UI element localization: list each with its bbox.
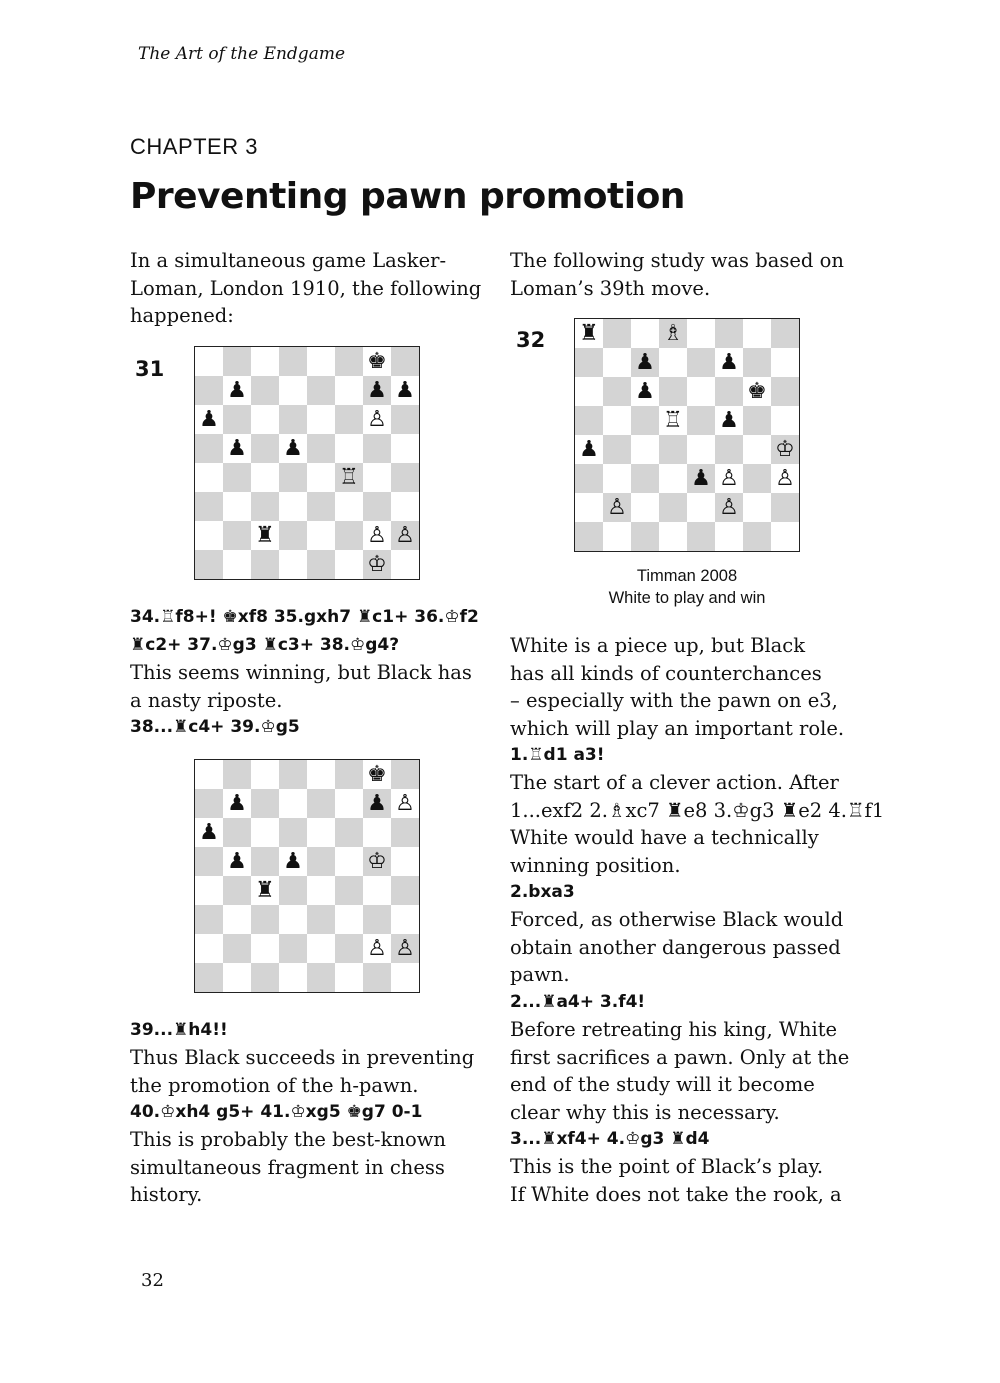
square-c7 xyxy=(251,376,279,405)
move-1-rd1: 1.♖d1 a3! xyxy=(510,745,605,765)
square-b5 xyxy=(223,434,251,463)
right-text-4: Before retreating his king, White first sacrifices a pawn. Only at the end of the study will it become clear why this is necessary. xyxy=(510,1018,850,1124)
square-h2 xyxy=(771,493,799,522)
white-pawn-icon: ♙ xyxy=(395,935,415,961)
square-a8 xyxy=(575,319,603,348)
square-g3 xyxy=(363,492,391,521)
square-c8 xyxy=(251,347,279,376)
square-e3 xyxy=(307,905,335,934)
square-d4 xyxy=(279,876,307,905)
square-g4 xyxy=(363,876,391,905)
square-e4 xyxy=(307,463,335,492)
square-g2 xyxy=(363,521,391,550)
square-b6 xyxy=(603,377,631,406)
square-e8 xyxy=(307,347,335,376)
square-d3 xyxy=(279,905,307,934)
square-a8 xyxy=(195,760,223,789)
white-king-icon: ♔ xyxy=(367,848,387,874)
square-d3 xyxy=(659,464,687,493)
square-e8 xyxy=(687,319,715,348)
square-a1 xyxy=(195,963,223,992)
running-head: The Art of the Endgame xyxy=(138,44,346,64)
square-g6 xyxy=(743,377,771,406)
right-text-5: This is the point of Black’s play. If White does not take the rook, a xyxy=(510,1155,842,1206)
square-c2 xyxy=(251,521,279,550)
square-h5 xyxy=(391,434,419,463)
square-c6 xyxy=(631,377,659,406)
square-h6 xyxy=(771,377,799,406)
square-c2 xyxy=(631,493,659,522)
square-g5 xyxy=(363,434,391,463)
square-e2 xyxy=(687,493,715,522)
square-d6 xyxy=(279,405,307,434)
black-pawn-icon: ♟ xyxy=(227,848,247,874)
square-h3 xyxy=(771,464,799,493)
square-h7 xyxy=(771,348,799,377)
page-number: 32 xyxy=(141,1270,164,1291)
chessboard-32 xyxy=(574,318,800,552)
black-king-icon: ♚ xyxy=(367,348,387,374)
square-b4 xyxy=(603,435,631,464)
square-a7 xyxy=(195,376,223,405)
square-b4 xyxy=(223,876,251,905)
square-f3 xyxy=(335,905,363,934)
square-a2 xyxy=(575,493,603,522)
black-pawn-icon: ♟ xyxy=(579,436,599,462)
white-pawn-icon: ♙ xyxy=(719,465,739,491)
square-e4 xyxy=(307,876,335,905)
square-a7 xyxy=(575,348,603,377)
left-text-3: This is probably the best-known simultaneous fragment in chess history. xyxy=(130,1128,446,1206)
black-pawn-icon: ♟ xyxy=(283,848,303,874)
square-f1 xyxy=(335,550,363,579)
square-f8 xyxy=(715,319,743,348)
square-a8 xyxy=(195,347,223,376)
square-a5 xyxy=(195,434,223,463)
square-d6 xyxy=(279,818,307,847)
square-b8 xyxy=(223,760,251,789)
chapter-label: CHAPTER 3 xyxy=(130,134,258,159)
square-h6 xyxy=(391,818,419,847)
square-a2 xyxy=(195,934,223,963)
square-c6 xyxy=(251,405,279,434)
square-e8 xyxy=(307,760,335,789)
square-b5 xyxy=(223,847,251,876)
black-king-icon: ♚ xyxy=(747,378,767,404)
square-g2 xyxy=(363,934,391,963)
square-g1 xyxy=(363,550,391,579)
square-e3 xyxy=(687,464,715,493)
square-f6 xyxy=(335,405,363,434)
square-d1 xyxy=(279,963,307,992)
square-b6 xyxy=(223,818,251,847)
square-c6 xyxy=(251,818,279,847)
square-c3 xyxy=(631,464,659,493)
square-g1 xyxy=(363,963,391,992)
square-g1 xyxy=(743,522,771,551)
square-h7 xyxy=(391,789,419,818)
black-pawn-icon: ♟ xyxy=(367,790,387,816)
black-pawn-icon: ♟ xyxy=(227,790,247,816)
square-f4 xyxy=(335,463,363,492)
black-pawn-icon: ♟ xyxy=(635,378,655,404)
square-a1 xyxy=(575,522,603,551)
white-pawn-icon: ♙ xyxy=(367,406,387,432)
square-d7 xyxy=(279,376,307,405)
square-d8 xyxy=(279,347,307,376)
square-f3 xyxy=(715,464,743,493)
square-d4 xyxy=(659,435,687,464)
square-d6 xyxy=(659,377,687,406)
square-d4 xyxy=(279,463,307,492)
square-f7 xyxy=(335,789,363,818)
square-f3 xyxy=(335,492,363,521)
left-text-1: This seems winning, but Black has a nasty riposte. xyxy=(130,661,472,712)
black-pawn-icon: ♟ xyxy=(199,819,219,845)
square-e7 xyxy=(307,789,335,818)
square-g7 xyxy=(743,348,771,377)
square-a5 xyxy=(195,847,223,876)
square-g5 xyxy=(743,406,771,435)
moves-38-39: 38...♜c4+ 39.♔g5 xyxy=(130,717,300,737)
left-intro-text: In a simultaneous game Lasker- Loman, London 1910, the following happened: xyxy=(130,249,482,327)
square-h1 xyxy=(391,550,419,579)
square-b1 xyxy=(603,522,631,551)
square-e6 xyxy=(307,405,335,434)
white-rook-icon: ♖ xyxy=(663,407,683,433)
square-b5 xyxy=(603,406,631,435)
square-a5 xyxy=(575,406,603,435)
square-d1 xyxy=(659,522,687,551)
square-a2 xyxy=(195,521,223,550)
square-d8 xyxy=(659,319,687,348)
square-e7 xyxy=(687,348,715,377)
square-f5 xyxy=(715,406,743,435)
diagram-number-31: 31 xyxy=(135,357,165,381)
square-d2 xyxy=(659,493,687,522)
square-c1 xyxy=(251,550,279,579)
square-f5 xyxy=(335,434,363,463)
square-e5 xyxy=(307,434,335,463)
square-b2 xyxy=(223,521,251,550)
square-e4 xyxy=(687,435,715,464)
square-c1 xyxy=(631,522,659,551)
square-e1 xyxy=(687,522,715,551)
white-king-icon: ♔ xyxy=(367,551,387,577)
square-a3 xyxy=(575,464,603,493)
square-f4 xyxy=(715,435,743,464)
diagram-caption: Timman 2008 White to play and win xyxy=(608,567,766,607)
square-g8 xyxy=(363,347,391,376)
square-c4 xyxy=(631,435,659,464)
moves-40-41: 40.♔xh4 g5+ 41.♔xg5 ♚g7 0-1 xyxy=(130,1102,423,1122)
square-g5 xyxy=(363,847,391,876)
square-c3 xyxy=(251,905,279,934)
moves-2-3: 2...♜a4+ 3.f4! xyxy=(510,992,646,1012)
square-b8 xyxy=(603,319,631,348)
square-c5 xyxy=(631,406,659,435)
square-e6 xyxy=(687,377,715,406)
square-b2 xyxy=(223,934,251,963)
black-pawn-icon: ♟ xyxy=(635,349,655,375)
square-h6 xyxy=(391,405,419,434)
square-f7 xyxy=(335,376,363,405)
square-h4 xyxy=(391,876,419,905)
white-pawn-icon: ♙ xyxy=(395,522,415,548)
square-a7 xyxy=(195,789,223,818)
square-f1 xyxy=(335,963,363,992)
square-f2 xyxy=(335,934,363,963)
square-f6 xyxy=(335,818,363,847)
white-pawn-icon: ♙ xyxy=(367,522,387,548)
right-text-1: White is a piece up, but Black has all kinds of counterchances – especially with the pawn on e3, which will play an important role. xyxy=(510,634,845,740)
black-rook-icon: ♜ xyxy=(255,877,275,903)
right-intro-text: The following study was based on Loman’s 39th move. xyxy=(510,249,844,300)
square-h3 xyxy=(391,492,419,521)
square-f8 xyxy=(335,760,363,789)
black-pawn-icon: ♟ xyxy=(691,465,711,491)
black-pawn-icon: ♟ xyxy=(283,435,303,461)
black-pawn-icon: ♟ xyxy=(227,377,247,403)
square-f8 xyxy=(335,347,363,376)
square-g3 xyxy=(363,905,391,934)
square-d7 xyxy=(279,789,307,818)
square-b3 xyxy=(603,464,631,493)
square-h2 xyxy=(391,934,419,963)
square-e7 xyxy=(307,376,335,405)
square-c5 xyxy=(251,847,279,876)
square-h2 xyxy=(391,521,419,550)
square-a3 xyxy=(195,492,223,521)
square-h1 xyxy=(771,522,799,551)
chessboard-31 xyxy=(194,346,420,580)
moves-34-38: 34.♖f8+! ♚xf8 35.gxh7 ♜c1+ 36.♔f2 ♜c2+ 37.♔g3 ♜c3+ 38.♔g4? xyxy=(130,607,479,655)
square-c5 xyxy=(251,434,279,463)
black-pawn-icon: ♟ xyxy=(227,435,247,461)
black-pawn-icon: ♟ xyxy=(367,377,387,403)
square-e3 xyxy=(307,492,335,521)
square-g8 xyxy=(743,319,771,348)
square-c8 xyxy=(631,319,659,348)
square-e5 xyxy=(687,406,715,435)
square-a6 xyxy=(575,377,603,406)
square-h4 xyxy=(771,435,799,464)
square-h8 xyxy=(771,319,799,348)
square-a3 xyxy=(195,905,223,934)
square-d5 xyxy=(279,847,307,876)
square-d5 xyxy=(659,406,687,435)
move-39-h4: 39...♜h4!! xyxy=(130,1020,228,1040)
square-b4 xyxy=(223,463,251,492)
white-pawn-icon: ♙ xyxy=(395,790,415,816)
square-b2 xyxy=(603,493,631,522)
square-c7 xyxy=(251,789,279,818)
square-d1 xyxy=(279,550,307,579)
square-a4 xyxy=(195,876,223,905)
square-b1 xyxy=(223,550,251,579)
black-pawn-icon: ♟ xyxy=(719,407,739,433)
square-h8 xyxy=(391,760,419,789)
square-e1 xyxy=(307,963,335,992)
square-b6 xyxy=(223,405,251,434)
square-b7 xyxy=(603,348,631,377)
square-d2 xyxy=(279,521,307,550)
square-f7 xyxy=(715,348,743,377)
black-king-icon: ♚ xyxy=(367,761,387,787)
square-h5 xyxy=(771,406,799,435)
black-rook-icon: ♜ xyxy=(255,522,275,548)
square-f6 xyxy=(715,377,743,406)
square-c7 xyxy=(631,348,659,377)
chessboard-after-39 xyxy=(194,759,420,993)
square-h8 xyxy=(391,347,419,376)
move-2-bxa3: 2.bxa3 xyxy=(510,882,575,902)
square-d3 xyxy=(279,492,307,521)
square-d2 xyxy=(279,934,307,963)
black-rook-icon: ♜ xyxy=(579,320,599,346)
square-c1 xyxy=(251,963,279,992)
square-a1 xyxy=(195,550,223,579)
square-d7 xyxy=(659,348,687,377)
square-e5 xyxy=(307,847,335,876)
white-pawn-icon: ♙ xyxy=(367,935,387,961)
square-e2 xyxy=(307,934,335,963)
square-g3 xyxy=(743,464,771,493)
square-a4 xyxy=(575,435,603,464)
square-b3 xyxy=(223,905,251,934)
square-f4 xyxy=(335,876,363,905)
square-a4 xyxy=(195,463,223,492)
square-c2 xyxy=(251,934,279,963)
square-c3 xyxy=(251,492,279,521)
square-e6 xyxy=(307,818,335,847)
square-e2 xyxy=(307,521,335,550)
square-g6 xyxy=(363,405,391,434)
square-h5 xyxy=(391,847,419,876)
square-a6 xyxy=(195,405,223,434)
black-pawn-icon: ♟ xyxy=(199,406,219,432)
square-c8 xyxy=(251,760,279,789)
black-pawn-icon: ♟ xyxy=(719,349,739,375)
square-d8 xyxy=(279,760,307,789)
square-g6 xyxy=(363,818,391,847)
square-b1 xyxy=(223,963,251,992)
white-rook-icon: ♖ xyxy=(339,464,359,490)
square-g7 xyxy=(363,376,391,405)
black-pawn-icon: ♟ xyxy=(395,377,415,403)
square-f5 xyxy=(335,847,363,876)
square-b7 xyxy=(223,789,251,818)
moves-3-4: 3...♜xf4+ 4.♔g3 ♜d4 xyxy=(510,1129,710,1149)
square-g8 xyxy=(363,760,391,789)
white-bishop-icon: ♗ xyxy=(663,320,683,346)
square-f2 xyxy=(335,521,363,550)
square-g4 xyxy=(743,435,771,464)
square-f1 xyxy=(715,522,743,551)
square-h4 xyxy=(391,463,419,492)
right-text-3: Forced, as otherwise Black would obtain another dangerous passed pawn. xyxy=(510,908,844,986)
square-b3 xyxy=(223,492,251,521)
square-e1 xyxy=(307,550,335,579)
white-pawn-icon: ♙ xyxy=(719,494,739,520)
square-d5 xyxy=(279,434,307,463)
square-f2 xyxy=(715,493,743,522)
left-text-2: Thus Black succeeds in preventing the promotion of the h-pawn. xyxy=(130,1046,475,1097)
square-g4 xyxy=(363,463,391,492)
chapter-title: Preventing pawn promotion xyxy=(130,176,685,217)
white-king-icon: ♔ xyxy=(775,436,795,462)
right-text-2: The start of a clever action. After 1...exf2 2.♗xc7 ♜e8 3.♔g3 ♜e2 4.♖f1 White would have a technically winning position. xyxy=(510,771,885,877)
white-pawn-icon: ♙ xyxy=(607,494,627,520)
white-pawn-icon: ♙ xyxy=(775,465,795,491)
diagram-number-32: 32 xyxy=(516,328,546,352)
square-b7 xyxy=(223,376,251,405)
square-c4 xyxy=(251,876,279,905)
square-c4 xyxy=(251,463,279,492)
square-b8 xyxy=(223,347,251,376)
square-h1 xyxy=(391,963,419,992)
square-a6 xyxy=(195,818,223,847)
square-g7 xyxy=(363,789,391,818)
square-g2 xyxy=(743,493,771,522)
square-h3 xyxy=(391,905,419,934)
square-h7 xyxy=(391,376,419,405)
